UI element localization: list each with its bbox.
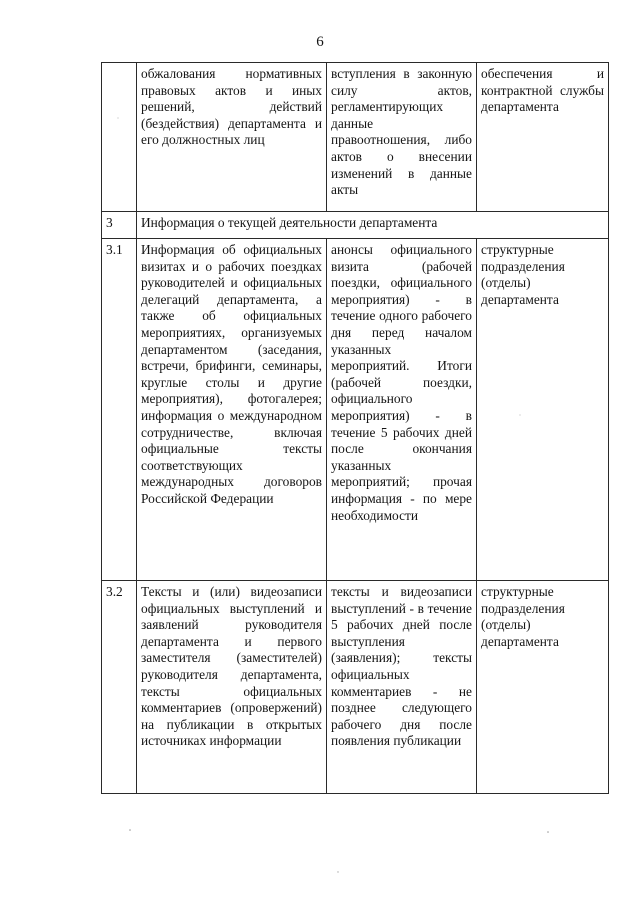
info-category-cell: Тексты и (или) видеозаписи официальных выступлений и заявлений руководителя департамента и первого заместителя (заместителей) руководителя департамента, тексты официальных комментариев (опровержений) на публикации в открытых источниках информации — [137, 581, 327, 794]
scan-speck — [547, 831, 549, 833]
row-number: 3.1 — [102, 239, 137, 581]
info-category-cell: Информация об официальных визитах и о рабочих поездках руководителей и официальных делегаций департамента, а также об официальных мероприятиях, организуемых департаментом (заседания, встречи, брифинги, семинары, круглые столы и другие мероприятия), фотогалерея; информация о международном сотрудничестве, включая официальные тексты соответствующих международных договоров Российской Федерации — [137, 239, 327, 581]
section-title-cell: Информация о текущей деятельности департамента — [137, 212, 609, 239]
scan-speck — [337, 871, 338, 872]
page-number: 6 — [316, 34, 324, 50]
scan-speck — [519, 414, 520, 415]
scan-speck — [117, 117, 118, 118]
info-category-cell: обжалования нормативных правовых актов и иных решений, действий (бездействия) департамента и его должностных лиц — [137, 63, 327, 212]
update-timing-cell: вступления в законную силу актов, регламентирующих данные правоотношения, либо актов о внесении изменений в данные акты — [327, 63, 477, 212]
row-number: 3.2 — [102, 581, 137, 794]
responsible-unit-cell: обеспечения и контрактной службы департамента — [477, 63, 609, 212]
responsible-unit-cell: структурные подразделения (отделы) департамента — [477, 581, 609, 794]
update-timing-cell: анонсы официального визита (рабочей поездки, официального мероприятия) - в течение одного рабочего дня перед началом указанных мероприятий. Итоги (рабочей поездки, официального мероприятия) - в течение 5 рабочих дней после окончания указанных мероприятий; прочая информация - по мере необходимости — [327, 239, 477, 581]
scan-speck — [129, 829, 131, 831]
update-timing-cell: тексты и видеозаписи выступлений - в течение 5 рабочих дней после выступления (заявления); тексты официальных комментариев - не позднее следующего рабочего дня после появления публикации — [327, 581, 477, 794]
responsible-unit-cell: структурные подразделения (отделы) департамента — [477, 239, 609, 581]
row-number: 3 — [102, 212, 137, 239]
